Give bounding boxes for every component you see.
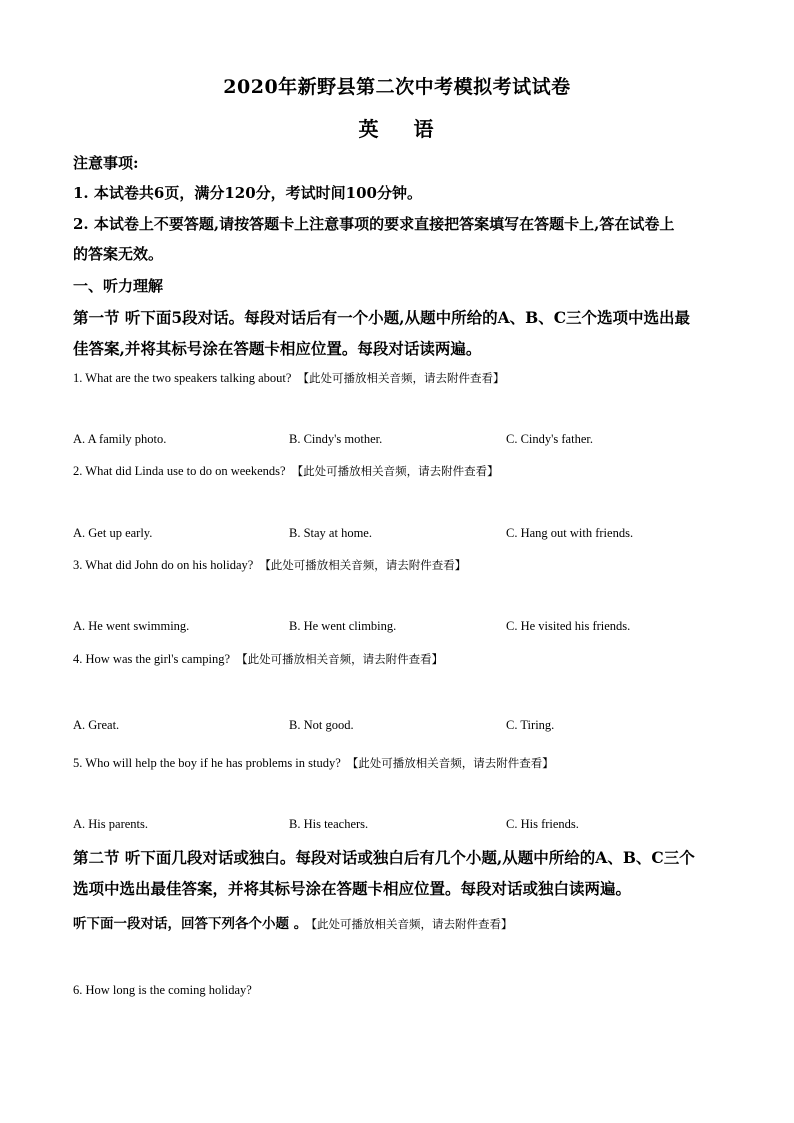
listen-instruction (73, 912, 512, 932)
question-text: 2. What did Linda use to do on weekends? (73, 464, 286, 478)
audio-note[interactable]: 【此处可播放相关音频，请去附件查看】 (259, 558, 467, 572)
question-3-option-a: A. He went swimming. (73, 619, 190, 633)
question-4-option-c: C. Tiring. (506, 718, 555, 732)
notice-heading: 注意事项: (73, 154, 139, 172)
question-3-option-c: C. He visited his friends. (506, 619, 631, 633)
question-4 (73, 651, 733, 667)
audio-note[interactable]: 【此处可播放相关音频，请去附件查看】 (346, 756, 554, 770)
question-3-option-b: B. He went climbing. (289, 619, 397, 633)
question-2-option-a: A. Get up early. (73, 526, 153, 540)
question-4-option-b: B. Not good. (289, 718, 354, 732)
question-2-option-b: B. Stay at home. (289, 526, 372, 540)
question-2 (73, 463, 733, 479)
section2-instruction-line-1: 第二节 听下面几段对话或独白。每段对话或独白后有几个小题,从题中所给的A、B、C三个 (73, 848, 695, 867)
question-1 (73, 370, 733, 386)
question-1-option-b: B. Cindy's mother. (289, 432, 383, 446)
question-text: 5. Who will help the boy if he has problems in study? (73, 756, 341, 770)
question-2-option-c: C. Hang out with friends. (506, 526, 634, 540)
question-text: 4. How was the girl's camping? (73, 652, 231, 666)
audio-note[interactable]: 【此处可播放相关音频，请去附件查看】 (297, 371, 505, 385)
question-6: 6. How long is the coming holiday? (73, 983, 252, 997)
question-3 (73, 557, 733, 573)
question-5-option-b: B. His teachers. (289, 817, 369, 831)
question-text: 3. What did John do on his holiday? (73, 558, 254, 572)
audio-note[interactable]: 【此处可播放相关音频，请去附件查看】 (236, 652, 444, 666)
notice-item-2-line-1: 2. 本试卷上不要答题,请按答题卡上注意事项的要求直接把答案填写在答题卡上,答在试卷上 (73, 215, 675, 233)
section1-instruction-line-2: 佳答案,并将其标号涂在答题卡相应位置。每段对话读两遍。 (73, 339, 482, 358)
exam-title: 2020年新野县第二次中考模拟考试试卷 (223, 76, 571, 98)
audio-note[interactable]: 【此处可播放相关音频，请去附件查看】 (311, 917, 513, 931)
question-4-option-a: A. Great. (73, 718, 120, 732)
audio-note[interactable]: 【此处可播放相关音频，请去附件查看】 (291, 464, 499, 478)
question-1-option-a: A. A family photo. (73, 432, 167, 446)
section2-instruction-line-2: 选项中选出最佳答案，并将其标号涂在答题卡相应位置。每段对话或独白读两遍。 (73, 879, 632, 898)
notice-item-2-line-2: 的答案无效。 (73, 245, 164, 263)
section1-instruction-line-1: 第一节 听下面5段对话。每段对话后有一个小题,从题中所给的A、B、C三个选项中选出最 (73, 308, 691, 327)
question-text: 1. What are the two speakers talking about? (73, 371, 292, 385)
question-5 (73, 755, 733, 771)
subject-title: 英 语 (358, 117, 448, 141)
listen-instruction-text: 听下面一段对话，回答下列各个小题 。 (73, 916, 308, 932)
notice-item-1: 1. 本试卷共6页，满分120分，考试时间100分钟。 (73, 184, 422, 202)
question-5-option-c: C. His friends. (506, 817, 579, 831)
question-5-option-a: A. His parents. (73, 817, 148, 831)
part-heading: 一、听力理解 (73, 277, 164, 295)
question-1-option-c: C. Cindy's father. (506, 432, 593, 446)
